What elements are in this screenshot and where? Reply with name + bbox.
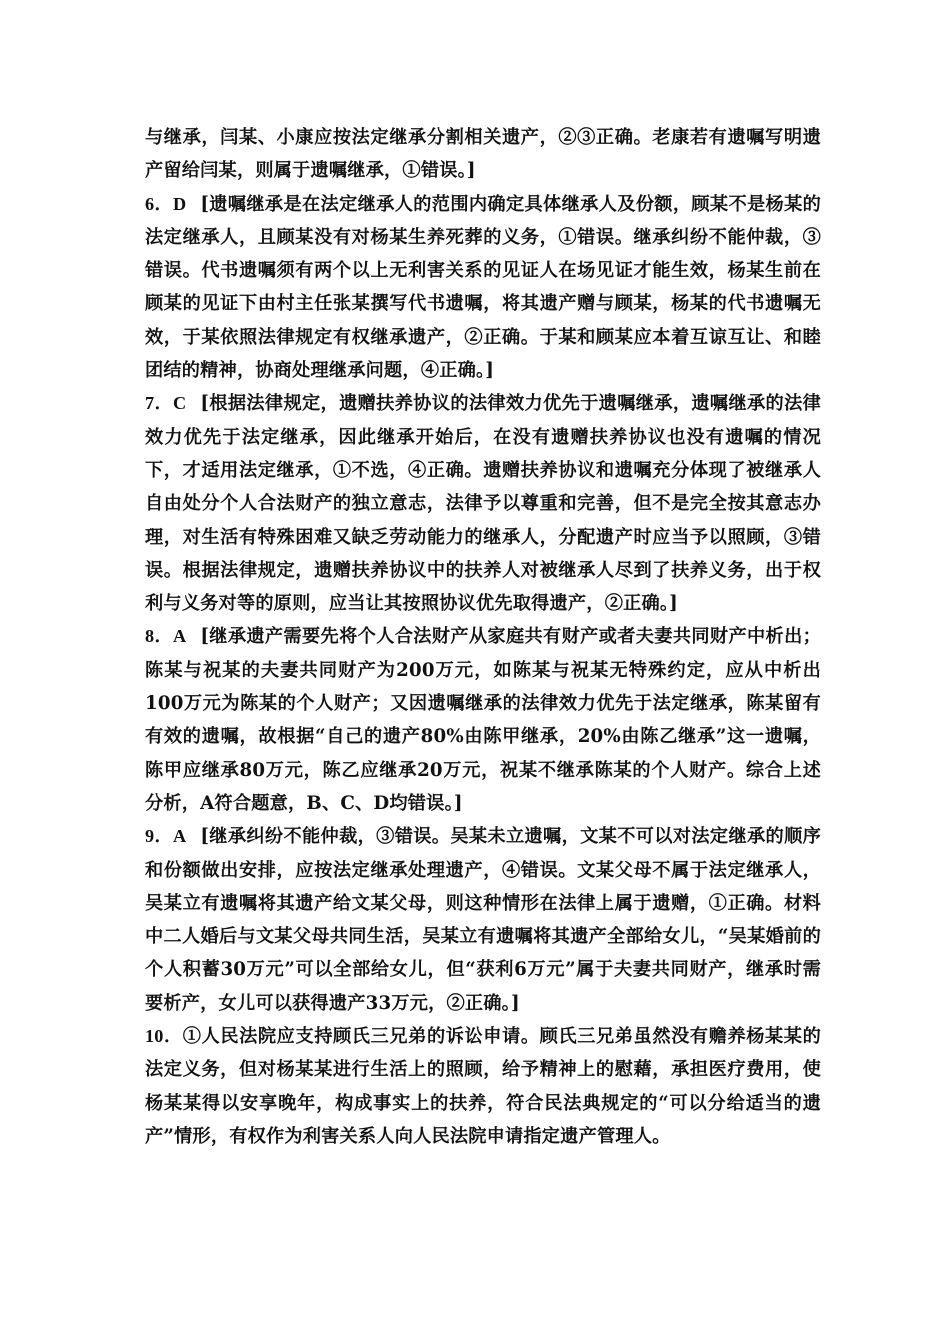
answer-number: 6． (145, 193, 173, 214)
answer-text-block (145, 121, 821, 1153)
answer-text: ①人民法院应支持顾氏三兄弟的诉讼申请。顾氏三兄弟虽然没有赡养杨某某的法定义务，但对杨某某进行生活上的照顾，给予精神上的慰藉，承担医疗费用，使杨某某得以安享晚年，构成事实上的扶养，符合民法典规定的“可以分给适当的遗产”情形，有权作为利害关系人向人民法院申请指定遗产管理人。 (145, 1026, 821, 1147)
answer-9 (145, 820, 821, 1020)
answer-7 (145, 387, 821, 620)
answer-6 (145, 188, 821, 388)
answer-choice: A (173, 826, 187, 847)
answer-text: [根据法律规定，遗赠扶养协议的法律效力优先于遗嘱继承，遗嘱继承的法律效力优先于法定继承，因此继承开始后，在没有遗赠扶养协议也没有遗嘱的情况下，才适用法定继承，①不选，④正确。遗赠扶养协议和遗嘱充分体现了被继承人自由处分个人合法财产的独立意志，法律予以尊重和完善，但不是完全按其意志办理，对生活有特殊困难又缺乏劳动能力的继承人，分配遗产时应当予以照顾，③错误。根据法律规定，遗赠扶养协议中的扶养人对被继承人尽到了扶养义务，出于权利与义务对等的原则，应当让其按照协议优先取得遗产，②正确。] (145, 393, 822, 615)
answer-text: [继承纠纷不能仲裁，③错误。吴某未立遗嘱，文某不可以对法定继承的顺序和份额做出安排，应按法定继承处理遗产，④错误。文某父母不属于法定继承人，吴某立有遗嘱将其遗产给文某父母，则这种情形在法律上属于遗赠，①正确。材料中二人婚后与文某父母共同生活，吴某立有遗嘱将其遗产全部给女儿，“吴某婚前的个人积蓄30万元”可以全部给女儿，但“获利6万元”属于夫妻共同财产，继承时需要析产，女儿可以获得遗产33万元，②正确。] (145, 826, 822, 1014)
answer-number: 10． (145, 1026, 183, 1047)
answer-10 (145, 1020, 821, 1153)
answer-number: 9． (145, 826, 173, 847)
answer-number: 8． (145, 626, 173, 647)
answer-5-continuation (145, 121, 821, 188)
answer-8 (145, 620, 821, 820)
answer-text: [遗嘱继承是在法定继承人的范围内确定具体继承人及份额，顾某不是杨某的法定继承人，且顾某没有对杨某生养死葬的义务，①错误。继承纠纷不能仲裁，③错误。代书遗嘱须有两个以上无利害关系的见证人在场见证才能生效，杨某生前在顾某的见证下由村主任张某撰写代书遗嘱，将其遗产赠与顾某，杨某的代书遗嘱无效，于某依照法律规定有权继承遗产，②正确。于某和顾某应本着互谅互让、和睦团结的精神，协商处理继承问题，④正确。] (145, 193, 822, 382)
answer-choice: C (173, 393, 187, 414)
answer-text: 与继承，闫某、小康应按法定继承分割相关遗产，②③正确。老康若有遗嘱写明遗产留给闫某，则属于遗嘱继承，①错误。] (145, 127, 821, 182)
answer-choice: D (173, 193, 187, 214)
answer-number: 7． (145, 393, 173, 414)
answer-choice: A (173, 626, 187, 647)
answer-text: [继承遗产需要先将个人合法财产从家庭共有财产或者夫妻共同财产中析出；陈某与祝某的夫妻共同财产为200万元，如陈某与祝某无特殊约定，应从中析出100万元为陈某的个人财产；又因遗嘱继承的法律效力优先于法定继承，陈某留有有效的遗嘱，故根据“自己的遗产80%由陈甲继承，20%由陈乙继承”这一遗嘱，陈甲应继承80万元，陈乙应继承20万元，祝某不继承陈某的个人财产。综合上述分析，A符合题意，B、C、D均错误。] (145, 626, 822, 814)
